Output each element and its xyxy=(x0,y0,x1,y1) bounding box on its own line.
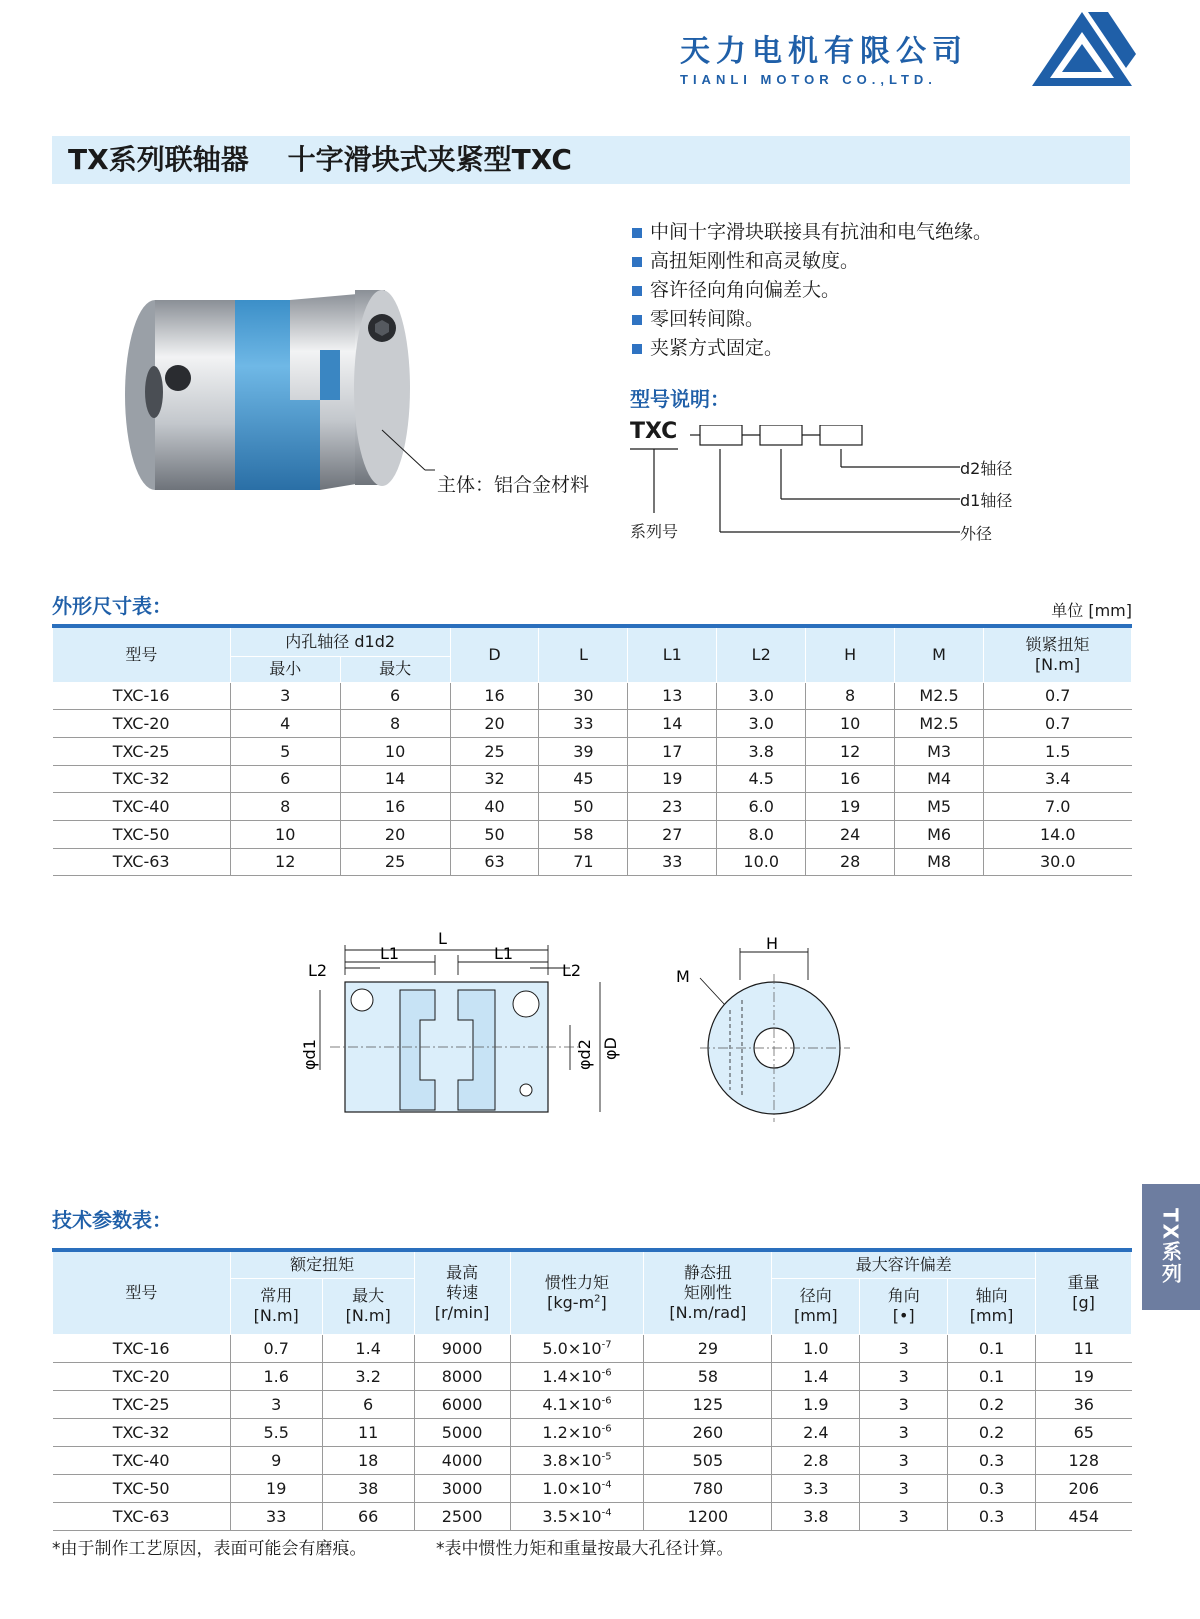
table-cell: 8.0 xyxy=(717,820,806,848)
table-row xyxy=(53,710,1132,738)
table-cell: 2.8 xyxy=(772,1446,860,1474)
table-cell: 3000 xyxy=(414,1474,510,1502)
col-header-L: L xyxy=(539,626,628,682)
feature-item: 夹紧方式固定。 xyxy=(632,334,992,363)
drawing-label-L: L xyxy=(438,930,447,948)
table-cell: 36 xyxy=(1036,1390,1132,1418)
footnote-surface: *由于制作工艺原因，表面可能会有磨痕。 xyxy=(52,1539,367,1559)
table-cell: TXC-40 xyxy=(53,1446,231,1474)
table-cell: 30 xyxy=(539,682,628,710)
table-cell: 2500 xyxy=(414,1502,510,1530)
table-cell: 13 xyxy=(628,682,717,710)
table-cell: 5.5 xyxy=(230,1418,322,1446)
table-cell: TXC-20 xyxy=(53,710,231,738)
table-row xyxy=(53,1474,1132,1502)
bullet-icon xyxy=(632,315,642,325)
table-cell: 1.4 xyxy=(322,1334,414,1362)
table-cell: 0.1 xyxy=(948,1334,1036,1362)
drawing-label-D: φD xyxy=(601,1037,620,1060)
table-row xyxy=(53,848,1132,876)
table-cell: $1.2\times 10^{-6}$ xyxy=(510,1418,644,1446)
d1-label: d1轴径 xyxy=(960,491,1013,510)
table-cell: TXC-50 xyxy=(53,820,231,848)
table-cell: 9 xyxy=(230,1446,322,1474)
table-cell: 16 xyxy=(340,793,450,821)
table-cell: 28 xyxy=(806,848,895,876)
table-cell: 45 xyxy=(539,765,628,793)
table-cell: TXC-25 xyxy=(53,737,231,765)
table-cell: 2.4 xyxy=(772,1418,860,1446)
table-cell: 14 xyxy=(340,765,450,793)
feature-item: 中间十字滑块联接具有抗油和电气绝缘。 xyxy=(632,218,992,247)
table-cell: 0.3 xyxy=(948,1474,1036,1502)
drawing-label-d2: φd2 xyxy=(575,1039,594,1070)
table-cell: TXC-32 xyxy=(53,1418,231,1446)
page-title: TX系列联轴器 十字滑块式夹紧型TXC xyxy=(68,143,572,176)
table-cell: 6000 xyxy=(414,1390,510,1418)
table-row xyxy=(53,682,1132,710)
table-cell: 32 xyxy=(450,765,539,793)
col-header-angular: 角向 [•] xyxy=(860,1278,948,1334)
dimension-drawing xyxy=(300,930,900,1160)
table-cell: 20 xyxy=(340,820,450,848)
table-cell: TXC-25 xyxy=(53,1390,231,1418)
table-cell: 50 xyxy=(450,820,539,848)
table-row xyxy=(53,765,1132,793)
model-prefix: TXC xyxy=(630,419,678,444)
brand-name-cn: 天力电机有限公司 xyxy=(680,34,968,69)
table-cell: 6 xyxy=(230,765,340,793)
table-cell: 125 xyxy=(644,1390,772,1418)
table-cell: 4 xyxy=(230,710,340,738)
table-cell: 6.0 xyxy=(717,793,806,821)
table-cell: 9000 xyxy=(414,1334,510,1362)
table-cell: 11 xyxy=(322,1418,414,1446)
table-cell: 3 xyxy=(860,1418,948,1446)
unit-label: 单位 [mm] xyxy=(1051,601,1132,620)
table-cell: 0.7 xyxy=(984,682,1132,710)
table-cell: M5 xyxy=(895,793,984,821)
table-cell: $5.0\times 10^{-7}$ xyxy=(510,1334,644,1362)
col-header-D: D xyxy=(450,626,539,682)
table-cell: $1.4\times 10^{-6}$ xyxy=(510,1362,644,1390)
outer-diameter-label: 外径 xyxy=(960,524,993,543)
drawing-label-L2: L2 xyxy=(562,961,582,980)
table-cell: 0.3 xyxy=(948,1502,1036,1530)
feature-item: 高扭矩刚性和高灵敏度。 xyxy=(632,247,992,276)
table-cell: 0.2 xyxy=(948,1390,1036,1418)
table-cell: 12 xyxy=(806,737,895,765)
feature-item: 零回转间隙。 xyxy=(632,305,992,334)
table-cell: $3.8\times 10^{-5}$ xyxy=(510,1446,644,1474)
table-cell: 20 xyxy=(450,710,539,738)
table-cell: M2.5 xyxy=(895,710,984,738)
table-row xyxy=(53,1418,1132,1446)
table-cell: 3 xyxy=(230,1390,322,1418)
table-cell: 29 xyxy=(644,1334,772,1362)
col-header-max: 最大 [N.m] xyxy=(322,1278,414,1334)
table-cell: 3.3 xyxy=(772,1474,860,1502)
table-cell: 50 xyxy=(539,793,628,821)
table-cell: 1.5 xyxy=(984,737,1132,765)
table-cell: M2.5 xyxy=(895,682,984,710)
table-cell: 39 xyxy=(539,737,628,765)
table-row xyxy=(53,1446,1132,1474)
table-cell: 4000 xyxy=(414,1446,510,1474)
table-cell: 1.0 xyxy=(772,1334,860,1362)
table-cell: 6 xyxy=(340,682,450,710)
feature-item: 容许径向角向偏差大。 xyxy=(632,276,992,305)
table-cell: 1.9 xyxy=(772,1390,860,1418)
table-cell: 33 xyxy=(230,1502,322,1530)
table-cell: 10 xyxy=(340,737,450,765)
table-cell: 19 xyxy=(230,1474,322,1502)
table-cell: 66 xyxy=(322,1502,414,1530)
table-cell: 1.4 xyxy=(772,1362,860,1390)
table-cell: 3 xyxy=(230,682,340,710)
table-cell: TXC-63 xyxy=(53,848,231,876)
table-cell: TXC-40 xyxy=(53,793,231,821)
table-cell: TXC-16 xyxy=(53,682,231,710)
table-cell: 23 xyxy=(628,793,717,821)
table-cell: 1.6 xyxy=(230,1362,322,1390)
col-header-M: M xyxy=(895,626,984,682)
table-cell: 19 xyxy=(628,765,717,793)
table-row xyxy=(53,820,1132,848)
table-cell: 3 xyxy=(860,1474,948,1502)
table-row xyxy=(53,1362,1132,1390)
col-header-speed: 最高 转速 [r/min] xyxy=(414,1250,510,1334)
table-cell: 16 xyxy=(450,682,539,710)
table-cell: 18 xyxy=(322,1446,414,1474)
dimension-table-body xyxy=(53,682,1132,876)
table-cell: 38 xyxy=(322,1474,414,1502)
material-label: 主体：铝合金材料 xyxy=(437,474,590,496)
dimension-table xyxy=(52,624,1132,876)
col-header-inertia: 惯性力矩 $[kg-m^2]$ xyxy=(510,1250,644,1334)
col-header-misalignment: 最大容许偏差 xyxy=(772,1250,1036,1278)
table-cell: 8 xyxy=(806,682,895,710)
col-header-torque: 锁紧扭矩[N.m] xyxy=(984,626,1132,682)
table-cell: 128 xyxy=(1036,1446,1132,1474)
table-row xyxy=(53,793,1132,821)
table-cell: 10 xyxy=(806,710,895,738)
feature-list xyxy=(632,218,992,363)
brand xyxy=(680,34,968,87)
table-cell: 3.8 xyxy=(717,737,806,765)
table-cell: TXC-63 xyxy=(53,1502,231,1530)
col-header-bore: 内孔轴径 d1d2 xyxy=(230,626,450,656)
table-cell: 33 xyxy=(539,710,628,738)
table-cell: 3 xyxy=(860,1446,948,1474)
table-cell: 10.0 xyxy=(717,848,806,876)
table-row xyxy=(53,1502,1132,1530)
drawing-label-L1: L1 xyxy=(380,944,400,963)
title-bar xyxy=(52,136,1130,184)
table-cell: 24 xyxy=(806,820,895,848)
col-header-rated-torque: 额定扭矩 xyxy=(230,1250,414,1278)
table-cell: 10 xyxy=(230,820,340,848)
table-cell: 6 xyxy=(322,1390,414,1418)
table-cell: 206 xyxy=(1036,1474,1132,1502)
table-cell: $3.5\times 10^{-4}$ xyxy=(510,1502,644,1530)
table-cell: M4 xyxy=(895,765,984,793)
table-cell: 3 xyxy=(860,1502,948,1530)
table-cell: $4.1\times 10^{-6}$ xyxy=(510,1390,644,1418)
model-code-diagram xyxy=(630,419,1050,560)
table-cell: 3 xyxy=(860,1362,948,1390)
table-cell: 30.0 xyxy=(984,848,1132,876)
brand-name-en: TIANLI MOTOR CO.,LTD. xyxy=(680,72,937,87)
table-cell: 16 xyxy=(806,765,895,793)
table-cell: 33 xyxy=(628,848,717,876)
table-cell: 8000 xyxy=(414,1362,510,1390)
table-cell: 4.5 xyxy=(717,765,806,793)
bullet-icon xyxy=(632,344,642,354)
table-cell: 7.0 xyxy=(984,793,1132,821)
col-header-max: 最大 xyxy=(340,656,450,682)
table-cell: 25 xyxy=(340,848,450,876)
series-label: 系列号 xyxy=(630,522,679,541)
table-cell: TXC-32 xyxy=(53,765,231,793)
table-cell: 19 xyxy=(1036,1362,1132,1390)
dimension-table-heading: 外形尺寸表： xyxy=(52,594,172,618)
table-cell: TXC-20 xyxy=(53,1362,231,1390)
table-cell: 0.1 xyxy=(948,1362,1036,1390)
table-cell: 71 xyxy=(539,848,628,876)
table-cell: 12 xyxy=(230,848,340,876)
drawing-label-L2: L2 xyxy=(308,961,328,980)
drawing-label-H: H xyxy=(766,934,779,953)
table-cell: 58 xyxy=(539,820,628,848)
drawing-label-L1: L1 xyxy=(494,944,514,963)
table-cell: 17 xyxy=(628,737,717,765)
col-header-weight: 重量 [g] xyxy=(1036,1250,1132,1334)
drawing-label-M: M xyxy=(676,967,690,986)
col-header-L1: L1 xyxy=(628,626,717,682)
table-cell: 260 xyxy=(644,1418,772,1446)
table-row xyxy=(53,1334,1132,1362)
series-side-tab[interactable]: TX系列 xyxy=(1142,1184,1200,1310)
col-header-H: H xyxy=(806,626,895,682)
table-cell: 63 xyxy=(450,848,539,876)
table-cell: 40 xyxy=(450,793,539,821)
table-cell: M8 xyxy=(895,848,984,876)
table-cell: 8 xyxy=(230,793,340,821)
col-header-stiffness: 静态扭 矩刚性 [N.m/rad] xyxy=(644,1250,772,1334)
col-header-radial: 径向 [mm] xyxy=(772,1278,860,1334)
bullet-icon xyxy=(632,286,642,296)
coupling-product-image xyxy=(120,280,470,520)
table-cell: 0.2 xyxy=(948,1418,1036,1446)
col-header-min: 最小 xyxy=(230,656,340,682)
drawing-label-d1: φd1 xyxy=(300,1039,319,1070)
table-cell: 11 xyxy=(1036,1334,1132,1362)
d2-label: d2轴径 xyxy=(960,459,1013,478)
table-cell: 3.8 xyxy=(772,1502,860,1530)
table-cell: $1.0\times 10^{-4}$ xyxy=(510,1474,644,1502)
table-cell: 5000 xyxy=(414,1418,510,1446)
table-cell: 3 xyxy=(860,1334,948,1362)
table-cell: 3.4 xyxy=(984,765,1132,793)
bullet-icon xyxy=(632,228,642,238)
bullet-icon xyxy=(632,257,642,267)
table-cell: 0.7 xyxy=(984,710,1132,738)
table-cell: 3.2 xyxy=(322,1362,414,1390)
col-header-model: 型号 xyxy=(53,626,231,682)
col-header-axial: 轴向 [mm] xyxy=(948,1278,1036,1334)
table-cell: 0.7 xyxy=(230,1334,322,1362)
table-cell: M3 xyxy=(895,737,984,765)
table-cell: 19 xyxy=(806,793,895,821)
company-logo-icon xyxy=(1028,10,1136,90)
table-cell: 3.0 xyxy=(717,710,806,738)
model-code-heading: 型号说明： xyxy=(630,387,730,411)
table-cell: 8 xyxy=(340,710,450,738)
table-cell: 14 xyxy=(628,710,717,738)
col-header-L2: L2 xyxy=(717,626,806,682)
table-cell: 0.3 xyxy=(948,1446,1036,1474)
table-cell: TXC-50 xyxy=(53,1474,231,1502)
col-header-model: 型号 xyxy=(53,1250,231,1334)
table-cell: 3.0 xyxy=(717,682,806,710)
table-row xyxy=(53,737,1132,765)
table-cell: 25 xyxy=(450,737,539,765)
table-cell: 14.0 xyxy=(984,820,1132,848)
table-cell: 5 xyxy=(230,737,340,765)
tech-table-body xyxy=(53,1334,1132,1530)
table-cell: 780 xyxy=(644,1474,772,1502)
table-cell: 27 xyxy=(628,820,717,848)
table-cell: 454 xyxy=(1036,1502,1132,1530)
table-row xyxy=(53,1390,1132,1418)
table-cell: M6 xyxy=(895,820,984,848)
table-cell: 65 xyxy=(1036,1418,1132,1446)
table-cell: 3 xyxy=(860,1390,948,1418)
tech-table xyxy=(52,1248,1132,1531)
table-cell: 505 xyxy=(644,1446,772,1474)
table-cell: TXC-16 xyxy=(53,1334,231,1362)
table-cell: 58 xyxy=(644,1362,772,1390)
footnote-inertia: *表中惯性力矩和重量按最大孔径计算。 xyxy=(436,1539,734,1559)
table-cell: 1200 xyxy=(644,1502,772,1530)
tech-table-heading: 技术参数表： xyxy=(52,1208,172,1232)
col-header-normal: 常用 [N.m] xyxy=(230,1278,322,1334)
